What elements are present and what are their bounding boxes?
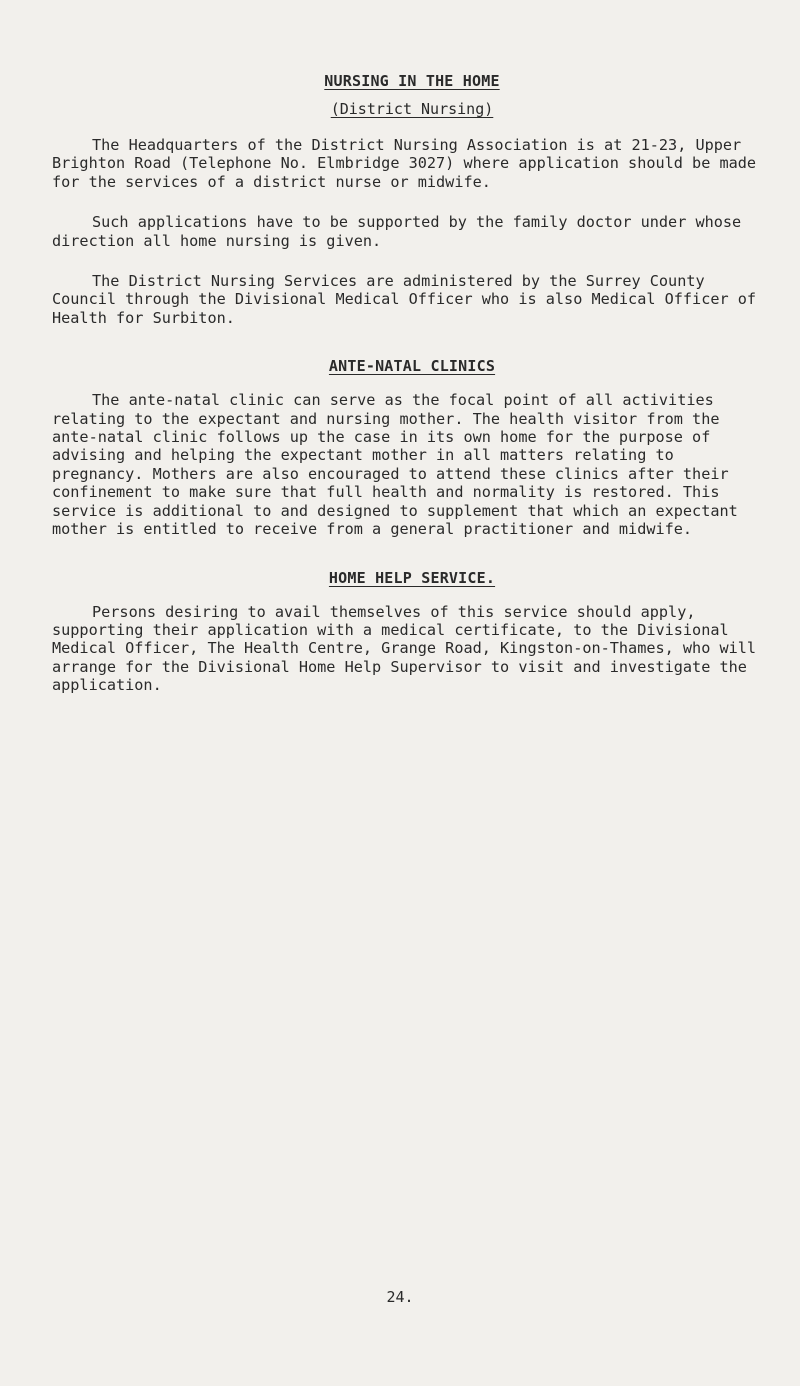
page-number: 24. (386, 1288, 414, 1306)
paragraph: The District Nursing Services are administered by the Surrey County Council through the Divisional Medical Officer who is also Medical Officer of Health for Surbiton. (52, 272, 757, 327)
paragraph: Persons desiring to avail themselves of this service should apply, supporting their application with a medical certificate, to the Divisional Medical Officer, The Health Centre, Grange Road, Kingston-on-Thames, who will arrange for the Divisional Home Help Supervisor to visit and investigate the application. (52, 602, 757, 695)
section-heading-nursing: NURSING IN THE HOME (324, 72, 500, 90)
paragraph: Such applications have to be supported by the family doctor under whose direction all home nursing is given. (52, 213, 742, 250)
paragraph: The ante-natal clinic can serve as the focal point of all activities relating to the expectant and nursing mother. The health visitor from the ante-natal clinic follows up the case in its own home for the purpose of advising and helping the expectant mother in all matters relating to pregnancy. Mothers are also encouraged to attend these clinics after their confinement to make sure that full health and normality is restored. This service is additional to and designed to supplement that which an expectant mother is entitled to receive from a general practitioner and midwife. (52, 391, 738, 539)
section-subheading-district-nursing: (District Nursing) (330, 100, 494, 118)
section-heading-home-help: HOME HELP SERVICE. (328, 568, 496, 587)
document-page (52, 72, 772, 717)
section-heading-ante-natal: ANTE-NATAL CLINICS (328, 357, 496, 376)
paragraph: The Headquarters of the District Nursing Association is at 21-23, Upper Brighton Road (Telephone No. Elmbridge 3027) where application should be made for the services of a district nurse or midwife. (52, 136, 757, 191)
